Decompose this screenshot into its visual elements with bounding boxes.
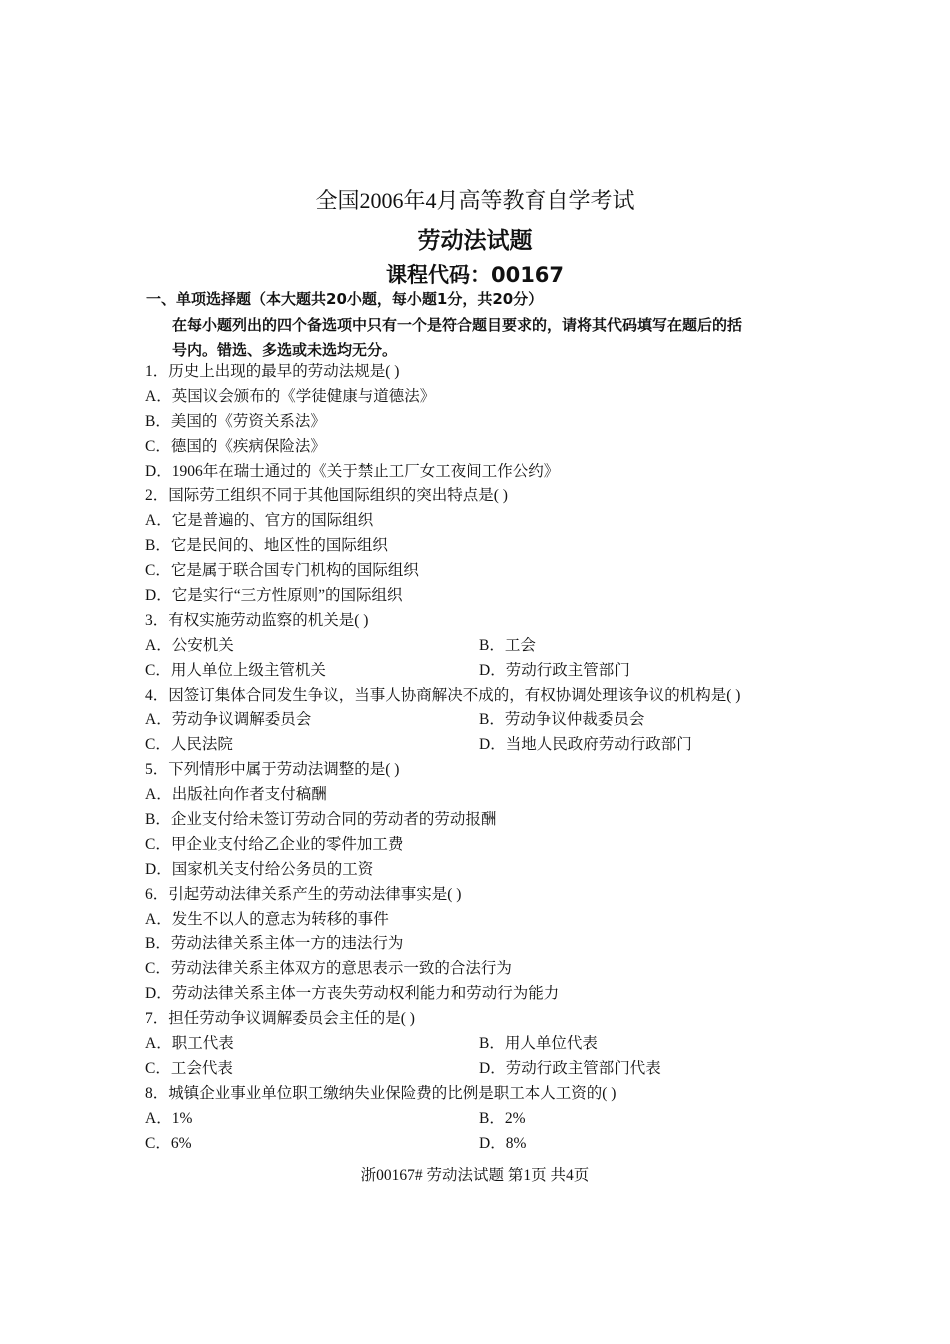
option: B．用人单位代表 <box>479 1035 598 1053</box>
option-row <box>145 1057 825 1082</box>
question-stem: 2．国际劳工组织不同于其他国际组织的突出特点是( ) <box>145 487 508 505</box>
option: B．它是民间的、地区性的国际组织 <box>145 537 388 555</box>
option: B．劳动法律关系主体一方的违法行为 <box>145 935 404 953</box>
option: A．出版社向作者支付稿酬 <box>145 786 327 804</box>
option-row <box>145 1032 825 1057</box>
option: C．劳动法律关系主体双方的意思表示一致的合法行为 <box>145 960 512 978</box>
question-stem: 3．有权实施劳动监察的机关是( ) <box>145 611 369 629</box>
question-stem: 5．下列情形中属于劳动法调整的是( ) <box>145 761 400 779</box>
question-stem: 1．历史上出现的最早的劳动法规是( ) <box>145 363 400 380</box>
option: D．当地人民政府劳动行政部门 <box>479 736 692 754</box>
option: A．1% <box>145 1109 193 1127</box>
section-instruction <box>172 313 812 363</box>
option: B．劳动争议仲裁委员会 <box>479 711 645 729</box>
option: D．劳动行政主管部门代表 <box>479 1059 661 1077</box>
option: A．劳动争议调解委员会 <box>145 711 312 729</box>
question-stem: 7．担任劳动争议调解委员会主任的是( ) <box>145 1010 415 1028</box>
question-stem: 8．城镇企业事业单位职工缴纳失业保险费的比例是职工本人工资的( ) <box>145 1084 617 1102</box>
instruction-line-2: 号内。错选、多选或未选均无分。 <box>172 341 398 359</box>
option-row <box>145 634 825 659</box>
option: C．工会代表 <box>145 1059 233 1077</box>
subject-title: 劳动法试题 <box>417 228 533 254</box>
option: D．劳动行政主管部门 <box>479 661 630 679</box>
option: C．它是属于联合国专门机构的国际组织 <box>145 562 419 580</box>
option: C．人民法院 <box>145 736 233 754</box>
option: A．英国议会颁布的《学徒健康与道德法》 <box>145 387 436 405</box>
option: B．企业支付给未签订劳动合同的劳动者的劳动报酬 <box>145 811 497 829</box>
option: A．职工代表 <box>145 1035 234 1053</box>
option: C．甲企业支付给乙企业的零件加工费 <box>145 835 404 853</box>
option: A．公安机关 <box>145 636 234 654</box>
option-row <box>145 708 825 733</box>
page-footer: 浙00167# 劳动法试题 第1页 共4页 <box>360 1167 590 1184</box>
option: D．8% <box>479 1134 527 1152</box>
option: B．工会 <box>479 636 536 654</box>
option: C．德国的《疾病保险法》 <box>145 437 326 455</box>
option: B．2% <box>479 1109 526 1127</box>
option: B．美国的《劳资关系法》 <box>145 412 326 430</box>
course-code: 课程代码：00167 <box>385 263 565 287</box>
question-list <box>145 360 825 1157</box>
option: C．6% <box>145 1134 192 1152</box>
option: A．它是普遍的、官方的国际组织 <box>145 512 374 530</box>
section-heading: 一、单项选择题（本大题共20小题，每小题1分，共20分） <box>146 290 544 308</box>
option: D．它是实行“三方性原则”的国际组织 <box>145 587 403 605</box>
option-row <box>145 1132 825 1157</box>
option-row <box>145 733 825 758</box>
option: D．国家机关支付给公务员的工资 <box>145 860 374 878</box>
option: D．劳动法律关系主体一方丧失劳动权利能力和劳动行为能力 <box>145 985 560 1003</box>
question-stem: 6．引起劳动法律关系产生的劳动法律事实是( ) <box>145 885 462 903</box>
option-row <box>145 659 825 684</box>
question-stem: 4．因签订集体合同发生争议，当事人协商解决不成的，有权协调处理该争议的机构是( ) <box>145 686 741 704</box>
option: A．发生不以人的意志为转移的事件 <box>145 910 389 928</box>
exam-title: 全国2006年4月高等教育自学考试 <box>315 188 635 213</box>
option-row <box>145 1107 825 1132</box>
instruction-line-1: 在每小题列出的四个备选项中只有一个是符合题目要求的，请将其代码填写在题后的括 <box>172 316 743 334</box>
option: C．用人单位上级主管机关 <box>145 661 326 679</box>
option: D．1906年在瑞士通过的《关于禁止工厂女工夜间工作公约》 <box>145 462 560 480</box>
